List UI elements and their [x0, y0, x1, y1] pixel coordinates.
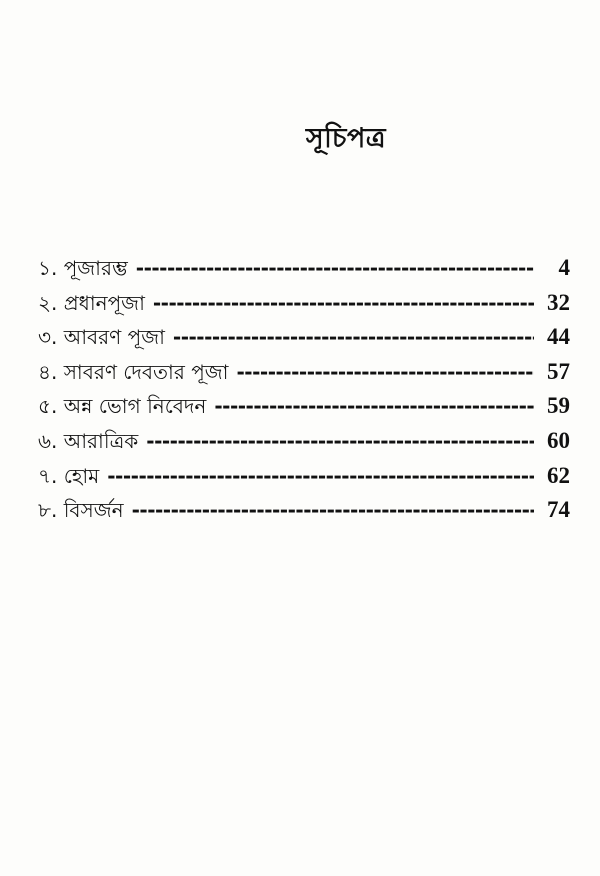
- dotted-leader: [146, 429, 534, 453]
- page-title: সূচিপত্র: [305, 123, 387, 154]
- toc-entry: [38, 323, 570, 358]
- toc-entry-label: ৪. সাবরণ দেবতার পূজা: [38, 359, 229, 384]
- toc-entry: [38, 427, 570, 462]
- toc-entry-page: 32: [547, 289, 570, 315]
- toc-entry-label: ৩. আবরণ পূজা: [38, 325, 165, 350]
- toc-entry-page: 44: [547, 324, 570, 350]
- toc-entry-page: 62: [547, 462, 570, 488]
- dotted-leader: [173, 325, 534, 349]
- toc-entry-page: 57: [547, 358, 570, 384]
- toc-entry-page: 59: [547, 393, 570, 419]
- toc-entry: [38, 289, 570, 324]
- toc-entry-label: ৭. হোম: [38, 463, 100, 488]
- toc-entry-label: ১. পূজারম্ভ: [38, 256, 128, 280]
- toc-entry: [38, 392, 570, 427]
- toc-entry-label: ৫. অন্ন ভোগ নিবেদন: [38, 394, 207, 419]
- dotted-leader: [214, 394, 534, 418]
- dotted-leader: [236, 360, 534, 384]
- toc-entry-label: ৮. বিসর্জন: [38, 498, 124, 523]
- toc-entry-page: 60: [547, 427, 570, 453]
- toc-entry: [38, 496, 570, 531]
- toc-entry-page: 4: [558, 255, 570, 280]
- dotted-leader: [107, 464, 534, 488]
- table-of-contents: [38, 254, 570, 531]
- toc-entry: [38, 254, 570, 289]
- toc-entry-label: ২. প্রধানপূজা: [38, 290, 145, 315]
- toc-entry: [38, 462, 570, 497]
- dotted-leader: [153, 291, 534, 315]
- toc-entry: [38, 358, 570, 393]
- toc-entry-label: ৬. আরাত্রিক: [38, 428, 139, 453]
- dotted-leader: [136, 256, 534, 280]
- dotted-leader: [132, 498, 534, 522]
- toc-entry-page: 74: [547, 497, 570, 523]
